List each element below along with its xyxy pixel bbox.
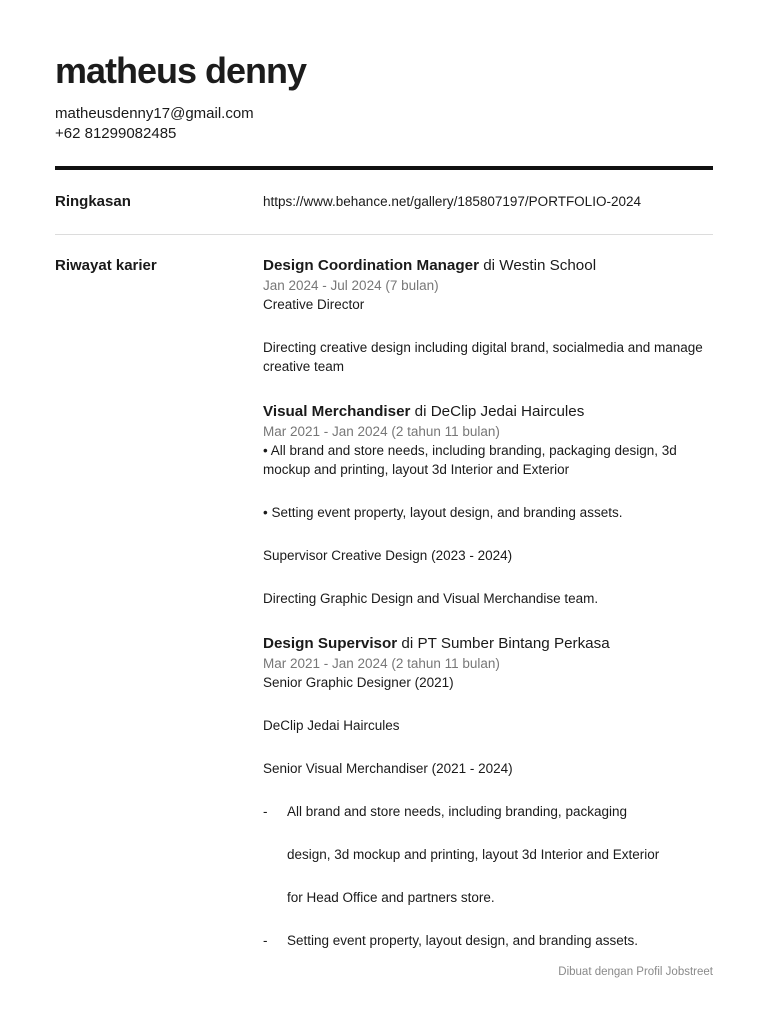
dash-marker: - [263,804,268,819]
dash-list-item [263,802,713,821]
paragraph-spacer [263,314,713,338]
footer-credit: Dibuat dengan Profil Jobstreet [558,966,713,978]
dash-marker: - [263,933,268,948]
job-entry [263,633,713,950]
job-period: Mar 2021 - Jan 2024 (2 tahun 11 bulan) [263,424,500,439]
job-description: Creative Director [263,297,365,312]
paragraph-spacer [263,479,713,503]
job-description: Senior Visual Merchandiser (2021 - 2024) [263,761,513,776]
paragraph-spacer [263,565,713,589]
job-title-line [263,401,713,422]
job-connector: di [397,635,418,652]
job-company: PT Sumber Bintang Perkasa [417,635,610,652]
header-divider [55,166,713,170]
dash-item-text: Setting event property, layout design, and branding assets. [287,933,638,948]
email-text: matheusdenny17@gmail.com [55,105,254,122]
job-connector: di [410,403,431,420]
career-history [263,255,713,950]
job-title-line [263,255,713,276]
job-period: Jan 2024 - Jul 2024 (7 bulan) [263,278,439,293]
job-period: Mar 2021 - Jan 2024 (2 tahun 11 bulan) [263,656,500,671]
job-title: Visual Merchandiser [263,403,411,420]
paragraph-spacer [263,778,713,802]
job-spacer [263,608,713,633]
job-description: • All brand and store needs, including branding, packaging design, 3d mockup and printing, layout 3d Interior and Exterior [263,443,677,477]
career-label: Riwayat karier [55,257,157,274]
job-spacer [263,376,713,401]
dash-item-text: All brand and store needs, including branding, packaging [287,804,627,819]
job-title: Design Supervisor [263,635,398,652]
paragraph-spacer [263,907,713,931]
section-divider [55,234,713,235]
dash-item-continuation: for Head Office and partners store. [287,890,495,905]
contact-block [55,104,254,144]
summary-label: Ringkasan [55,193,131,210]
paragraph-spacer [263,821,713,845]
dash-item-continuation: design, 3d mockup and printing, layout 3d Interior and Exterior [287,847,660,862]
job-description: Supervisor Creative Design (2023 - 2024) [263,548,513,563]
job-entry [263,401,713,608]
job-connector: di [479,257,500,274]
job-title-line [263,633,713,654]
job-company: DeClip Jedai Haircules [430,403,585,420]
job-description: DeClip Jedai Haircules [263,718,400,733]
paragraph-spacer [263,692,713,716]
phone-text: +62 81299082485 [55,125,177,142]
job-description: Directing Graphic Design and Visual Merchandise team. [263,591,599,606]
paragraph-spacer [263,864,713,888]
job-entry [263,255,713,376]
paragraph-spacer [263,522,713,546]
job-description: Senior Graphic Designer (2021) [263,675,454,690]
dash-list-item [263,931,713,950]
profile-name: matheus denny [55,50,307,91]
job-description: Directing creative design including digital brand, socialmedia and manage creative team [263,340,703,374]
paragraph-spacer [263,735,713,759]
job-description: • Setting event property, layout design, and branding assets. [263,505,623,520]
job-company: Westin School [499,257,597,274]
summary-text: https://www.behance.net/gallery/185807197/PORTFOLIO-2024 [263,194,641,209]
job-title: Design Coordination Manager [263,257,480,274]
